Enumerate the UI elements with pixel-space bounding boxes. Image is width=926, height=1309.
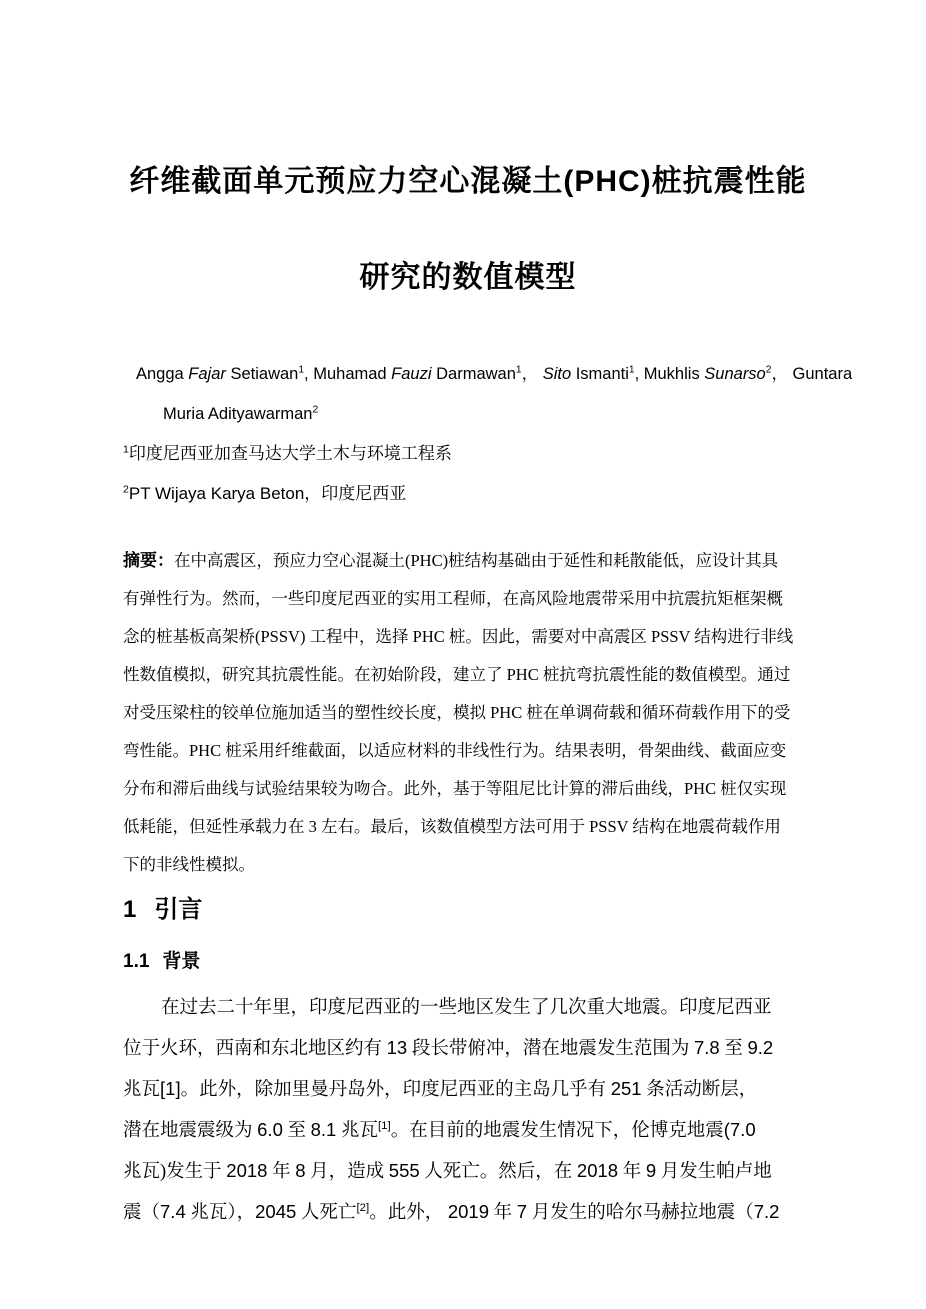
text-segment: 低耗能，但延性承载力在 3 左右。最后，该数值模型方法可用于 PSSV 结构在地震荷载作用 bbox=[123, 817, 781, 836]
text-segment: 印度尼西亚加查马达大学土木与环境工程系 bbox=[128, 444, 452, 463]
text-segment: 2018 bbox=[576, 1160, 619, 1181]
text-segment: , Mukhlis bbox=[634, 365, 705, 383]
text-segment: 251 bbox=[610, 1078, 642, 1099]
text-segment: , Muhamad bbox=[304, 365, 392, 383]
text-segment: 条活动断层， bbox=[641, 1080, 758, 1100]
text-segment: 年 bbox=[267, 1162, 296, 1182]
affiliation-line bbox=[123, 474, 813, 514]
text-segment: ， bbox=[521, 365, 543, 383]
text-segment: 有弹性行为。然而，一些印度尼西亚的实用工程师，在高风险地震带采用中抗震抗矩框架概 bbox=[123, 589, 783, 608]
text-segment: ，印度尼西亚 bbox=[304, 484, 407, 503]
abstract-line bbox=[123, 618, 813, 656]
abstract-line bbox=[123, 846, 813, 884]
abstract-paragraph bbox=[123, 542, 813, 884]
affiliation-line bbox=[123, 434, 813, 474]
text-segment: Sito bbox=[542, 365, 572, 383]
text-segment: 2018 bbox=[226, 1160, 268, 1181]
text-segment: 月，造成 bbox=[305, 1162, 389, 1182]
superscript-marker: 2 bbox=[123, 483, 129, 496]
text-segment: 摘要： bbox=[123, 551, 174, 570]
text-segment: 月发生的哈尔马赫拉地震（ bbox=[527, 1203, 754, 1223]
section-label: 引言 bbox=[154, 896, 203, 923]
text-segment: 。此外，除加里曼丹岛外，印度尼西亚的主岛几乎有 bbox=[180, 1080, 611, 1100]
text-segment: 8 bbox=[295, 1160, 306, 1181]
text-segment: Muria Adityawarman bbox=[163, 405, 313, 423]
text-segment: 年 bbox=[489, 1203, 517, 1223]
text-segment: 段长带俯冲，潜在地震发生范围为 bbox=[407, 1039, 694, 1059]
text-segment: 8.1 bbox=[310, 1119, 337, 1140]
text-segment: 对受压梁柱的铰单位施加适当的塑性绞长度，模拟 PHC 桩在单调荷载和循环荷载作用下的受 bbox=[123, 703, 791, 722]
text-segment: 在过去二十年里，印度尼西亚的一些地区发生了几次重大地震。印度尼西亚 bbox=[161, 998, 772, 1018]
text-segment: 至 bbox=[719, 1039, 748, 1059]
superscript-marker: 1 bbox=[628, 364, 635, 376]
text-segment: ， Guntara bbox=[771, 365, 853, 383]
text-segment: 念的桩基板高架桥(PSSV) 工程中，选择 PHC 桩。因此，需要对中高震区 PSSV 结构进行非线 bbox=[123, 627, 794, 646]
text-segment: 在中高震区，预应力空心混凝土(PHC)桩结构基础由于延性和耗散能低，应设计其具 bbox=[174, 551, 779, 570]
text-segment: 13 bbox=[386, 1037, 408, 1058]
text-segment: Darmawan bbox=[431, 365, 516, 383]
superscript-marker: 1 bbox=[298, 364, 305, 376]
section-heading-introduction bbox=[123, 896, 813, 924]
page-content bbox=[123, 0, 853, 1233]
text-segment: (7.0 bbox=[723, 1119, 756, 1140]
text-segment: 性数值模拟，研究其抗震性能。在初始阶段，建立了 PHC 桩抗弯抗震性能的数值模型。通过 bbox=[123, 665, 791, 684]
body-text-line bbox=[123, 1110, 813, 1151]
body-text-line bbox=[123, 988, 813, 1028]
paper-title-line-1: 纤维截面单元预应力空心混凝土(PHC)桩抗震性能 bbox=[129, 165, 807, 198]
body-text-line bbox=[123, 1028, 813, 1069]
text-segment: 6.0 bbox=[257, 1119, 283, 1140]
superscript-marker: [2] bbox=[356, 1201, 370, 1214]
author-line bbox=[123, 394, 813, 434]
text-segment: 分布和滞后曲线与试验结果较为吻合。此外，基于等阻尼比计算的滞后曲线，PHC 桩仅实现 bbox=[123, 779, 787, 798]
text-segment: Setiawan bbox=[225, 365, 299, 383]
text-segment: Fauzi bbox=[391, 365, 432, 383]
superscript-marker: 2 bbox=[312, 404, 319, 416]
text-segment: 。此外， bbox=[369, 1203, 448, 1223]
text-segment: 兆瓦 bbox=[123, 1080, 161, 1100]
text-segment: 7.4 bbox=[160, 1201, 186, 1222]
text-segment: 潜在地震震级为 bbox=[123, 1121, 258, 1141]
author-line bbox=[123, 354, 853, 394]
text-segment: Angga bbox=[136, 365, 189, 383]
text-segment: 兆瓦 bbox=[336, 1121, 378, 1141]
text-segment: 弯性能。PHC 桩采用纤维截面，以适应材料的非线性行为。结果表明，骨架曲线、截面应变 bbox=[123, 741, 787, 760]
author-list bbox=[123, 354, 853, 434]
abstract-line bbox=[123, 694, 813, 732]
text-segment: ， bbox=[236, 1203, 256, 1223]
subsection-heading-background bbox=[123, 950, 813, 974]
subsection-number: 1.1 bbox=[123, 951, 150, 972]
text-segment: 7.8 bbox=[693, 1037, 720, 1058]
text-segment: 。在目前的地震发生情况下，伦博克地震 bbox=[390, 1121, 724, 1141]
superscript-marker: [1] bbox=[377, 1119, 391, 1132]
text-segment: 人死亡 bbox=[296, 1203, 357, 1223]
text-segment: 年 bbox=[618, 1162, 646, 1182]
section-number: 1 bbox=[123, 896, 137, 923]
text-segment: 9 bbox=[645, 1160, 657, 1181]
text-segment: 人死亡。然后，在 bbox=[419, 1162, 577, 1182]
text-segment: 9.2 bbox=[747, 1037, 774, 1058]
text-segment: 7.2 bbox=[753, 1201, 780, 1222]
paper-title-line-2: 研究的数值模型 bbox=[359, 261, 577, 294]
body-text-line bbox=[123, 1151, 813, 1192]
text-segment: 2019 bbox=[447, 1201, 489, 1222]
text-segment: Sunarso bbox=[704, 365, 766, 383]
abstract-line bbox=[123, 770, 813, 808]
abstract-line bbox=[123, 808, 813, 846]
body-text-line bbox=[123, 1192, 813, 1233]
subsection-label: 背景 bbox=[162, 951, 201, 972]
text-segment: 555 bbox=[388, 1160, 420, 1181]
text-segment: 下的非线性模拟。 bbox=[123, 855, 255, 874]
background-paragraph bbox=[123, 988, 813, 1233]
abstract-line bbox=[123, 656, 813, 694]
body-text-line bbox=[123, 1069, 813, 1110]
text-segment: 2045 bbox=[255, 1201, 297, 1222]
text-segment: Ismanti bbox=[571, 365, 629, 383]
text-segment: 月发生帕卢地 bbox=[656, 1162, 772, 1182]
superscript-marker: 2 bbox=[765, 364, 772, 376]
superscript-marker: 1 bbox=[515, 364, 522, 376]
text-segment: 7 bbox=[516, 1201, 528, 1222]
text-segment: 震（ bbox=[123, 1203, 161, 1223]
superscript-marker: 1 bbox=[123, 443, 129, 456]
abstract-line bbox=[123, 580, 813, 618]
text-segment: 兆瓦） bbox=[185, 1203, 237, 1223]
text-segment: 至 bbox=[282, 1121, 311, 1141]
text-segment: PT Wijaya Karya Beton bbox=[128, 484, 305, 503]
abstract-line bbox=[123, 542, 813, 580]
text-segment: 位于火环，西南和东北地区约有 bbox=[123, 1039, 387, 1059]
text-segment: Fajar bbox=[188, 365, 226, 383]
text-segment: 兆瓦)发生于 bbox=[123, 1162, 227, 1182]
affiliations bbox=[123, 434, 813, 514]
text-segment: [1] bbox=[160, 1078, 181, 1099]
abstract-line bbox=[123, 732, 813, 770]
